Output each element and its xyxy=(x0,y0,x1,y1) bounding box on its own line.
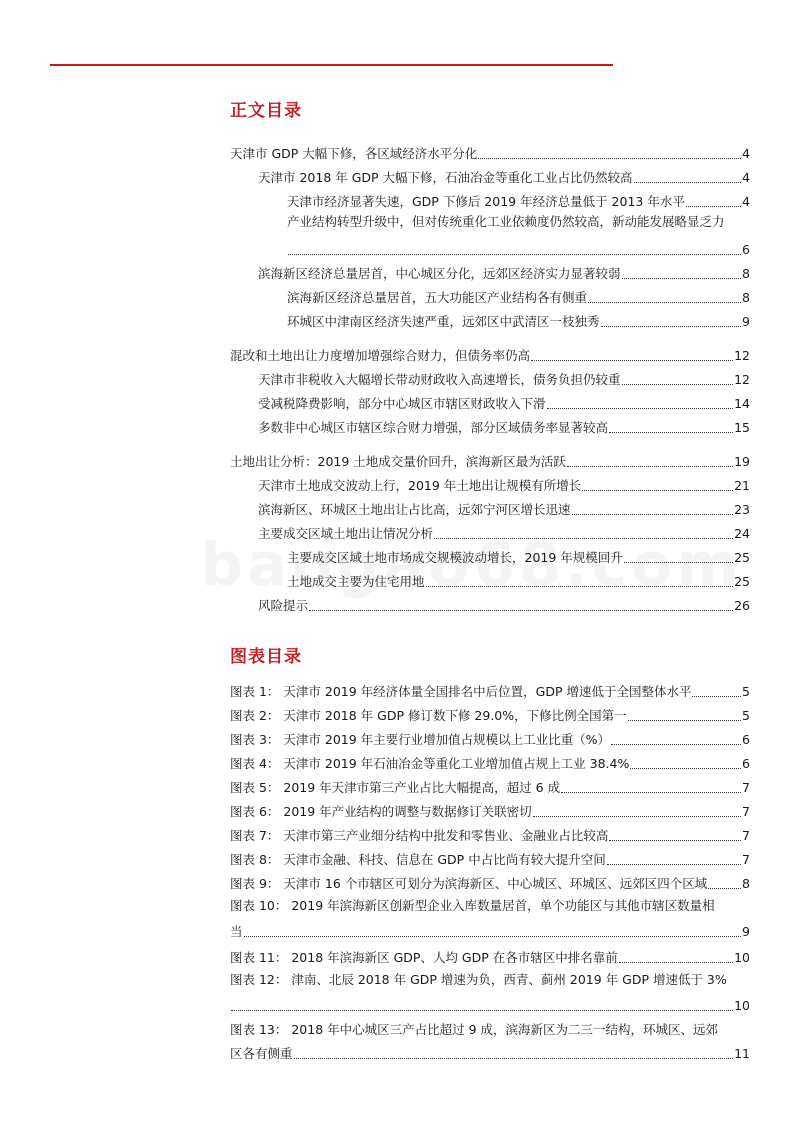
figure-entry[interactable]: 图表 2： 天津市 2018 年 GDP 修订数下修 29.0%，下修比例全国第一 5 xyxy=(230,708,750,723)
toc-entry[interactable]: 混改和土地出让力度增加增强综合财力，但债务率仍高 12 xyxy=(230,348,750,363)
toc-title: 正文目录 xyxy=(230,101,302,121)
toc-entry[interactable]: 天津市经济显著失速，GDP 下修后 2019 年经济总量低于 2013 年水平 4 xyxy=(287,194,750,209)
toc-entry[interactable]: 多数非中心城区市辖区综合财力增强，部分区域债务率显著较高 15 xyxy=(258,420,750,435)
figure-entry[interactable]: 图表 4： 天津市 2019 年石油冶金等重化工业增加值占规上工业 38.4% 6 xyxy=(230,756,750,771)
toc-entry-continuation[interactable]: 6 xyxy=(287,236,750,258)
figure-entry-continuation[interactable]: 区各有侧重 11 xyxy=(230,1046,750,1061)
toc-entry[interactable]: 天津市非税收入大幅增长带动财政收入高速增长，债务负担仍较重 12 xyxy=(258,372,750,387)
toc-entry[interactable]: 受减税降费影响，部分中心城区市辖区财政收入下滑 14 xyxy=(258,396,750,411)
toc-entry[interactable]: 风险提示 26 xyxy=(258,598,750,613)
toc-entry[interactable]: 滨海新区经济总量居首，五大功能区产业结构各有侧重 8 xyxy=(287,290,750,305)
figure-entry[interactable]: 图表 11： 2018 年滨海新区 GDP、人均 GDP 在各市辖区中排名靠前 10 xyxy=(230,950,750,965)
figures-title: 图表目录 xyxy=(230,647,302,667)
toc-entry[interactable]: 土地出让分析：2019 土地成交量价回升，滨海新区最为活跃 19 xyxy=(230,454,750,469)
figure-entry[interactable]: 图表 1： 天津市 2019 年经济体量全国排名中后位置，GDP 增速低于全国整体水平 5 xyxy=(230,684,750,699)
header-rule xyxy=(50,64,613,66)
toc-entry[interactable]: 天津市土地成交波动上行，2019 年土地出让规模有所增长 21 xyxy=(258,478,750,493)
figure-entry-continuation[interactable]: 10 xyxy=(230,992,750,1014)
figure-entry[interactable]: 图表 6： 2019 年产业结构的调整与数据修订关联密切 7 xyxy=(230,804,750,819)
figure-entry-wrapped-text[interactable]: 图表 13： 2018 年中心城区三产占比超过 9 成，滨海新区为二三一结构，环城区、远郊 xyxy=(230,1022,719,1037)
figure-entry-continuation[interactable]: 当 9 xyxy=(230,924,750,939)
figure-entry-wrapped-text[interactable]: 图表 12： 津南、北辰 2018 年 GDP 增速为负，西青、蓟州 2019 年 GDP 增速低于 3% xyxy=(230,972,727,987)
toc-entry[interactable]: 环城区中津南区经济失速严重，远郊区中武清区一枝独秀 9 xyxy=(287,314,750,329)
toc-entry[interactable]: 滨海新区、环城区土地出让占比高，远郊宁河区增长迅速 23 xyxy=(258,502,750,517)
figure-entry[interactable]: 图表 8： 天津市金融、科技、信息在 GDP 中占比尚有较大提升空间 7 xyxy=(230,852,750,867)
toc-entry[interactable]: 天津市 2018 年 GDP 大幅下修，石油冶金等重化工业占比仍然较高 4 xyxy=(258,170,750,185)
figure-entry[interactable]: 图表 7： 天津市第三产业细分结构中批发和零售业、金融业占比较高 7 xyxy=(230,828,750,843)
figure-entry[interactable]: 图表 3： 天津市 2019 年主要行业增加值占规模以上工业比重（%） 6 xyxy=(230,732,750,747)
figure-entry-wrapped-text[interactable]: 图表 10： 2019 年滨海新区创新型企业入库数量居首，单个功能区与其他市辖区数量相 xyxy=(230,898,715,913)
toc-entry[interactable]: 主要成交区域土地出让情况分析 24 xyxy=(258,526,750,541)
figure-entry[interactable]: 图表 9： 天津市 16 个市辖区可划分为滨海新区、中心城区、环城区、远郊区四个区域 8 xyxy=(230,876,750,891)
toc-entry-wrapped-text[interactable]: 产业结构转型升级中，但对传统重化工业依赖度仍然较高，新动能发展略显乏力 xyxy=(287,214,725,229)
toc-entry[interactable]: 土地成交主要为住宅用地 25 xyxy=(287,574,750,589)
toc-entry[interactable]: 滨海新区经济总量居首，中心城区分化，远郊区经济实力显著较弱 8 xyxy=(258,266,750,281)
toc-entry[interactable]: 主要成交区域土地市场成交规模波动增长，2019 年规模回升 25 xyxy=(287,550,750,565)
figure-entry[interactable]: 图表 5： 2019 年天津市第三产业占比大幅提高，超过 6 成 7 xyxy=(230,780,750,795)
toc-entry[interactable]: 天津市 GDP 大幅下修，各区域经济水平分化 4 xyxy=(230,146,750,161)
